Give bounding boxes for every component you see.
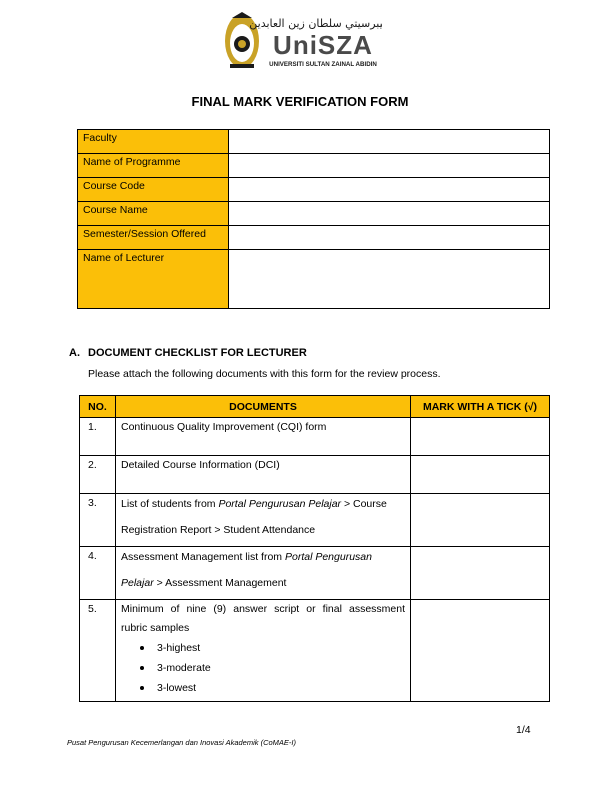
faculty-field[interactable] xyxy=(229,130,550,154)
doc-text-part: > Course xyxy=(341,498,387,510)
table-row xyxy=(80,418,550,456)
checklist-header-row xyxy=(80,396,550,418)
info-row-course-code xyxy=(78,178,550,202)
university-name: UNIVERSITI SULTAN ZAINAL ABIDIN xyxy=(269,61,377,68)
info-row-semester xyxy=(78,226,550,250)
doc-text-italic: Portal Pengurusan Pelajar xyxy=(218,498,342,510)
table-row xyxy=(80,547,550,600)
doc-text-line2: rubric samples xyxy=(121,622,190,634)
info-label: Course Code xyxy=(78,178,229,202)
table-row xyxy=(80,494,550,547)
form-title: FINAL MARK VERIFICATION FORM xyxy=(191,94,409,109)
header-tick: MARK WITH A TICK (√) xyxy=(411,396,550,418)
row-number: 1. xyxy=(80,418,116,456)
table-row xyxy=(80,456,550,494)
jawi-name: يونيبرسيتي سلطان زين العابدين xyxy=(249,17,382,30)
university-logo xyxy=(222,10,382,72)
list-item: 3-lowest xyxy=(157,678,405,698)
page-number: 1/4 xyxy=(516,724,531,736)
document-text xyxy=(116,494,411,547)
row-number: 4. xyxy=(80,547,116,600)
document-text xyxy=(116,600,411,702)
doc-text-line2: Registration Report > Student Attendance xyxy=(121,524,316,536)
list-item: 3-highest xyxy=(157,638,405,658)
document-text: Continuous Quality Improvement (CQI) form xyxy=(121,421,327,433)
document-text xyxy=(116,418,411,456)
course-name-field[interactable] xyxy=(229,202,550,226)
info-row-lecturer xyxy=(78,250,550,309)
info-label: Name of Programme xyxy=(78,154,229,178)
tick-cell[interactable] xyxy=(411,494,550,547)
info-row-programme xyxy=(78,154,550,178)
document-checklist-table xyxy=(79,395,550,702)
info-label: Semester/Session Offered xyxy=(78,226,229,250)
header-documents: DOCUMENTS xyxy=(116,396,411,418)
footer-text: Pusat Pengurusan Kecemerlangan dan Inovasi Akademik (CoMAE-I) xyxy=(67,738,297,747)
row-number: 2. xyxy=(80,456,116,494)
tick-cell[interactable] xyxy=(411,456,550,494)
doc-text-part: > Assessment Management xyxy=(153,577,287,589)
info-label: Faculty xyxy=(78,130,229,154)
info-row-faculty xyxy=(78,130,550,154)
list-item: 3-moderate xyxy=(157,658,405,678)
course-info-table xyxy=(77,129,550,309)
doc-text-line1: Minimum of nine (9) answer script or final assessment xyxy=(121,603,405,615)
row-number: 5. xyxy=(80,600,116,702)
logo-wordmark: UniSZA xyxy=(273,30,373,60)
document-text xyxy=(116,456,411,494)
lecturer-field[interactable] xyxy=(229,250,550,309)
doc-text-italic: Pelajar xyxy=(121,577,154,589)
semester-field[interactable] xyxy=(229,226,550,250)
info-label: Course Name xyxy=(78,202,229,226)
doc-text-italic: Portal Pengurusan xyxy=(284,551,372,563)
info-row-course-name xyxy=(78,202,550,226)
section-a-instruction: Please attach the following documents with this form for the review process. xyxy=(88,368,441,380)
tick-cell[interactable] xyxy=(411,600,550,702)
doc-text-part: Assessment Management list from xyxy=(121,551,285,563)
section-a-heading xyxy=(69,347,307,359)
document-text xyxy=(116,547,411,600)
tick-cell[interactable] xyxy=(411,547,550,600)
doc-text-part: List of students from xyxy=(121,498,219,510)
tick-cell[interactable] xyxy=(411,418,550,456)
programme-field[interactable] xyxy=(229,154,550,178)
info-label: Name of Lecturer xyxy=(78,250,229,309)
sample-list xyxy=(121,638,405,698)
course-code-field[interactable] xyxy=(229,178,550,202)
unisza-crest-icon xyxy=(222,10,382,72)
table-row xyxy=(80,600,550,702)
section-letter: A. xyxy=(69,347,80,359)
row-number: 3. xyxy=(80,494,116,547)
header-no: NO. xyxy=(80,396,116,418)
document-text: Detailed Course Information (DCI) xyxy=(121,459,280,471)
section-title: DOCUMENT CHECKLIST FOR LECTURER xyxy=(88,347,307,359)
